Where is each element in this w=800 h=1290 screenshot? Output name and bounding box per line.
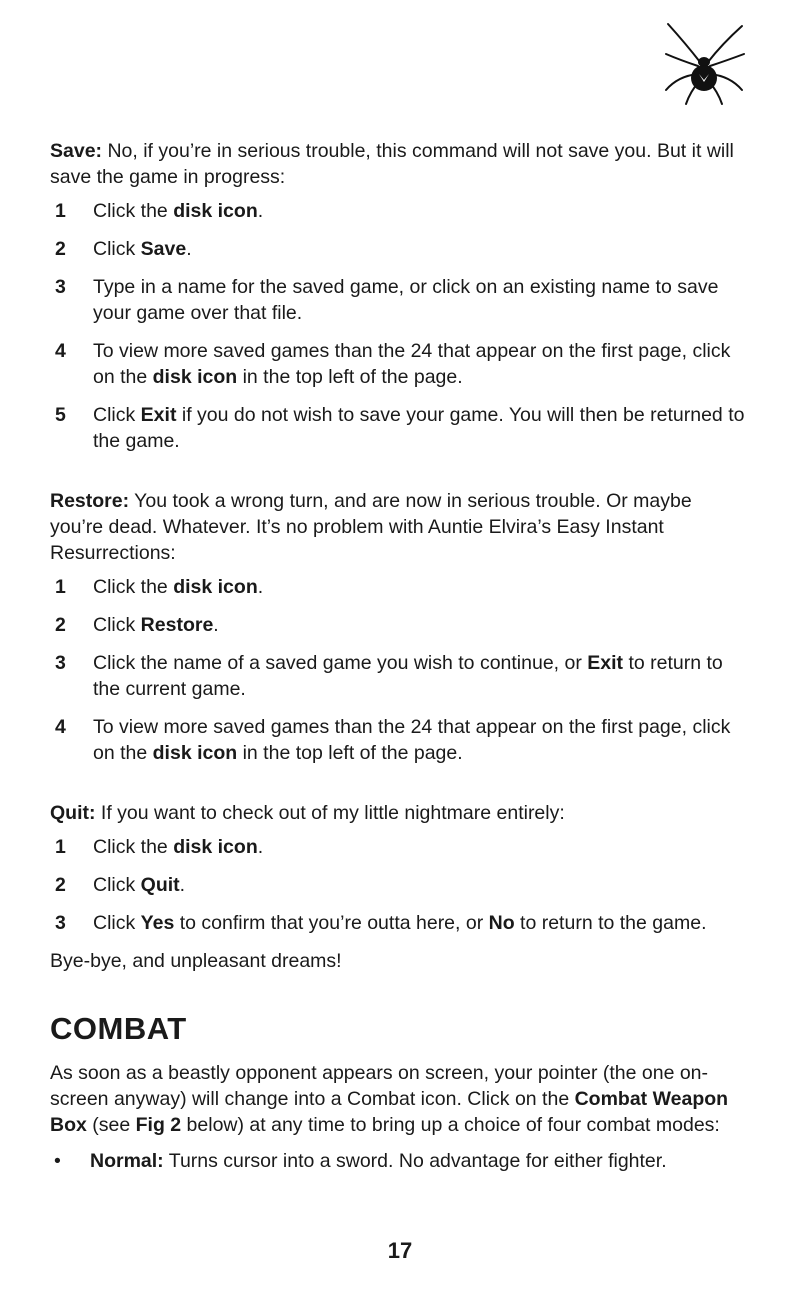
text-run: Click the [93, 200, 174, 222]
step-number: 1 [55, 836, 66, 858]
bold-term: disk icon [173, 576, 258, 598]
text-run: Click [93, 912, 141, 934]
text-run: Click [93, 238, 141, 260]
restore-step [50, 612, 750, 638]
step-number: 2 [55, 614, 66, 636]
bold-term: Yes [140, 912, 175, 934]
step-number: 4 [55, 716, 66, 738]
text-run: to return to the game. [514, 912, 707, 934]
restore-lead: Restore: [50, 490, 130, 512]
bold-term: disk icon [173, 200, 258, 222]
combat-intro [50, 1060, 750, 1138]
quit-step [50, 834, 750, 860]
text-run: . [179, 874, 186, 896]
text-run: Click the name of a saved game you wish to continue, or [93, 652, 588, 674]
quit-paragraph [50, 800, 750, 826]
save-section [50, 138, 750, 454]
combat-section [50, 1012, 750, 1174]
bold-term: disk icon [152, 366, 238, 388]
save-step [50, 274, 750, 326]
text-run: below) at any time to bring up a choice of four combat modes: [181, 1114, 720, 1136]
restore-text: You took a wrong turn, and are now in serious trouble. Or maybe you’re dead. Whatever. It’s no problem with Auntie Elvira’s Easy Instant Resurrections: [50, 490, 692, 564]
text-run: To view more saved games than the 24 that appear on the first page, click on the [93, 716, 731, 764]
step-number: 3 [55, 652, 66, 674]
text-run: to confirm that you’re outta here, or [174, 912, 489, 934]
step-number: 5 [55, 404, 66, 426]
bold-term: Restore [140, 614, 214, 636]
step-number: 1 [55, 576, 66, 598]
step-number: 4 [55, 340, 66, 362]
spider-icon [656, 14, 752, 106]
text-run: Click the [93, 576, 174, 598]
step-number: 2 [55, 238, 66, 260]
text-run: Click [93, 874, 141, 896]
restore-step [50, 574, 750, 600]
bold-term: disk icon [152, 742, 238, 764]
bullet-dot: • [54, 1150, 61, 1172]
text-run: if you do not wish to save your game. You will then be returned to the game. [93, 404, 745, 452]
text-run: Type in a name for the saved game, or click on an existing name to save your game over that file. [93, 276, 719, 324]
save-step [50, 198, 750, 224]
quit-closing: Bye-bye, and unpleasant dreams! [50, 950, 342, 972]
save-steps-list [50, 198, 750, 454]
quit-steps-list [50, 834, 750, 936]
text-run: in the top left of the page. [237, 366, 463, 388]
combat-heading: COMBAT [50, 1011, 187, 1046]
text-run: As soon as a beastly opponent appears on screen, your pointer (the one on-screen anyway) will change into a Combat icon. Click on the [50, 1062, 709, 1110]
step-number: 3 [55, 912, 66, 934]
save-text: No, if you’re in serious trouble, this command will not save you. But it will save the game in progress: [50, 140, 734, 188]
combat-mode-name: Normal: [90, 1150, 164, 1172]
restore-step [50, 714, 750, 766]
save-step [50, 338, 750, 390]
restore-steps-list [50, 574, 750, 766]
quit-step [50, 872, 750, 898]
bold-term: Quit [140, 874, 180, 896]
page-number: 17 [387, 1238, 413, 1263]
text-run: . [213, 614, 219, 636]
restore-paragraph [50, 488, 750, 566]
text-run: (see [86, 1114, 136, 1136]
save-step [50, 402, 750, 454]
quit-step [50, 910, 750, 936]
text-run: Click [93, 614, 141, 636]
bold-term: Exit [587, 652, 624, 674]
text-run: . [257, 576, 264, 598]
text-run: Click the [93, 836, 174, 858]
combat-mode-item [50, 1148, 750, 1174]
step-number: 1 [55, 200, 66, 222]
text-run: Click [93, 404, 141, 426]
quit-section [50, 800, 750, 974]
save-paragraph [50, 138, 750, 190]
step-number: 2 [55, 874, 66, 896]
quit-text: If you want to check out of my little nightmare entirely: [95, 802, 565, 824]
restore-section [50, 488, 750, 766]
step-number: 3 [55, 276, 66, 298]
restore-step [50, 650, 750, 702]
bold-term: Save [140, 238, 187, 260]
bold-term: disk icon [173, 836, 258, 858]
text-run: to return to the current game. [93, 652, 723, 700]
bold-term: Exit [140, 404, 177, 426]
bold-term: Combat Weapon Box [50, 1088, 729, 1136]
save-step [50, 236, 750, 262]
bold-term: Fig 2 [135, 1114, 182, 1136]
text-run: in the top left of the page. [237, 742, 463, 764]
text-run: . [257, 836, 264, 858]
text-run: . [257, 200, 264, 222]
quit-lead: Quit: [50, 802, 96, 824]
bold-term: No [488, 912, 515, 934]
text-run: . [186, 238, 192, 260]
combat-mode-description: Turns cursor into a sword. No advantage for either fighter. [163, 1150, 667, 1172]
text-run: To view more saved games than the 24 that appear on the first page, click on the [93, 340, 731, 388]
combat-modes-list [50, 1148, 750, 1174]
manual-page-content [50, 138, 750, 1174]
save-lead: Save: [50, 140, 103, 162]
